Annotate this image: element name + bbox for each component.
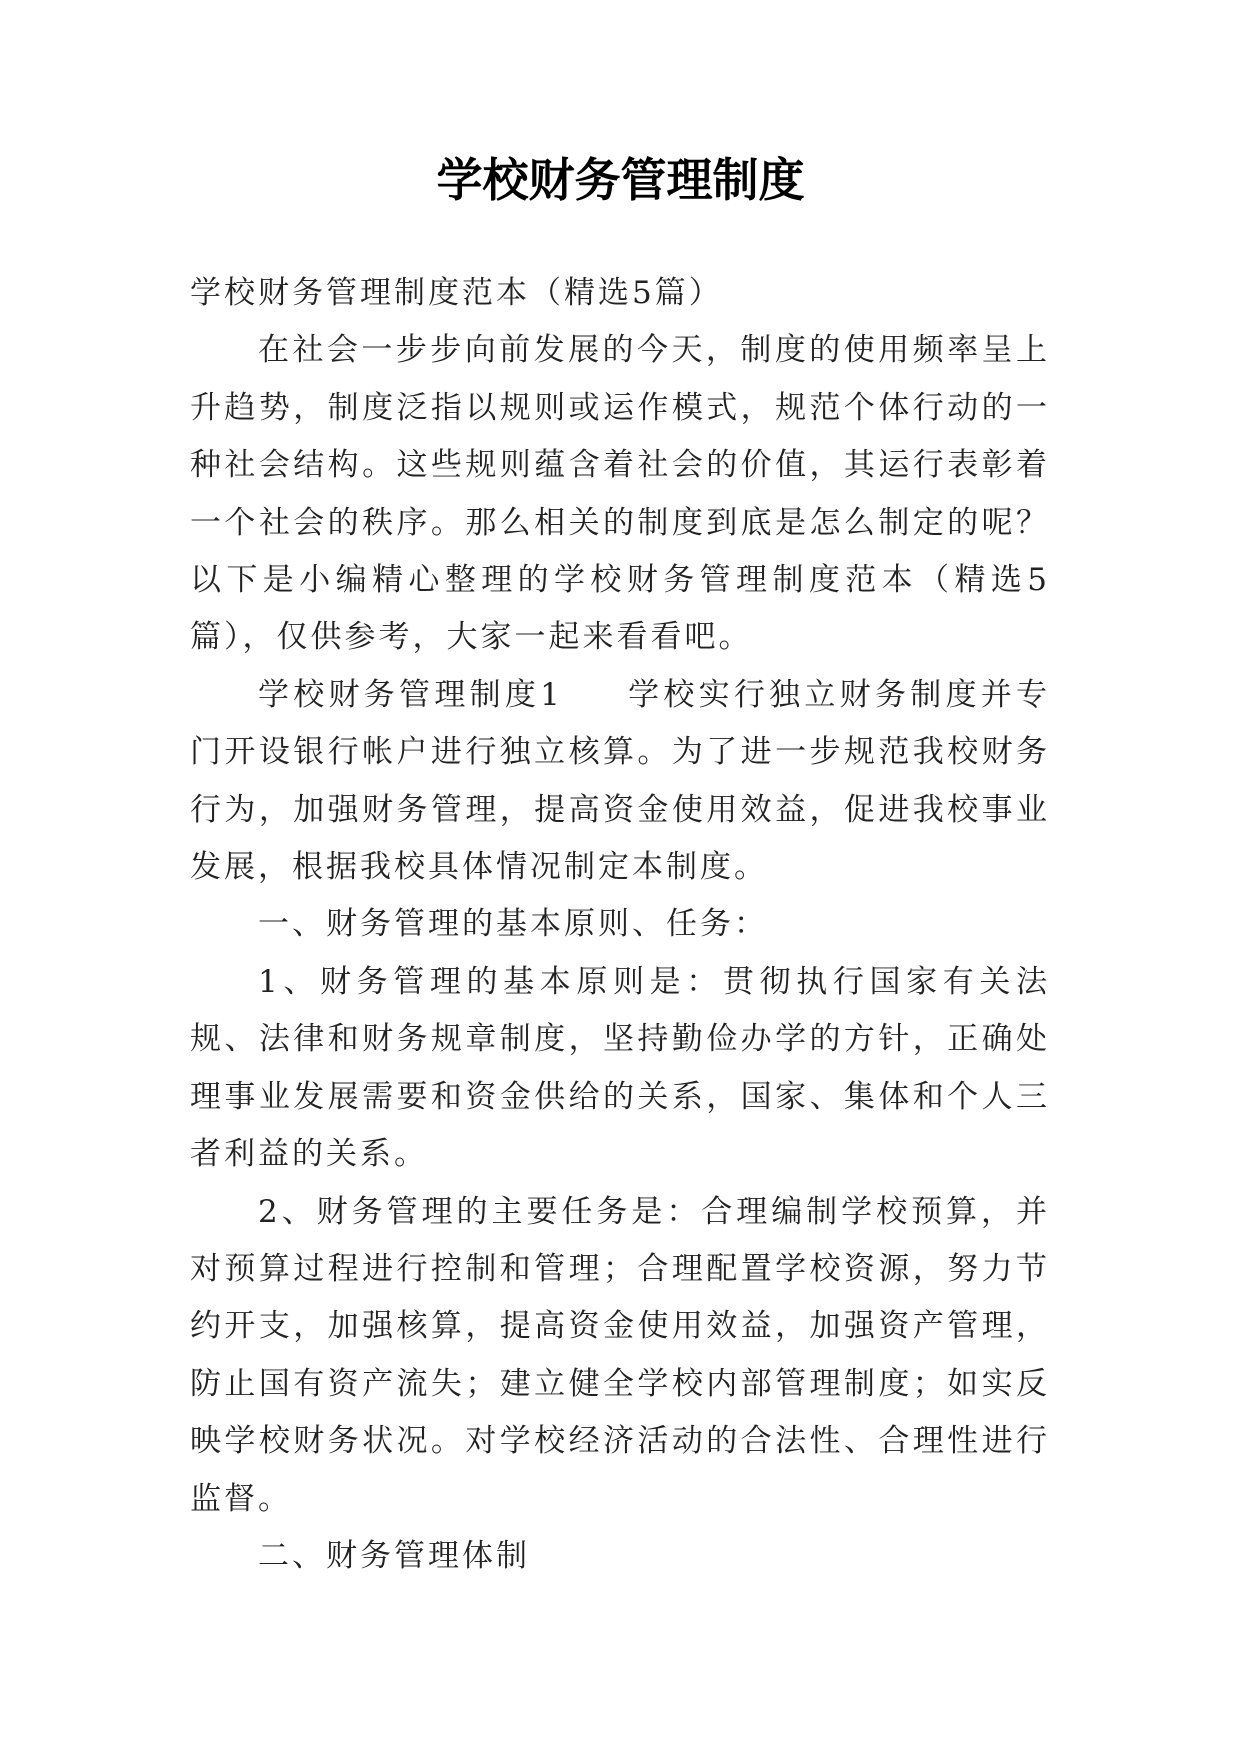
intro-paragraph: 在社会一步步向前发展的今天，制度的使用频率呈上升趋势，制度泛指以规则或运作模式，规范个体行动的一种社会结构。这些规则蕴含着社会的价值，其运行表彰着一个社会的秩序。那么相关的制度到底是怎么制定的呢？以下是小编精心整理的学校财务管理制度范本（精选5篇），仅供参考，大家一起来看看吧。 — [190, 332, 1050, 656]
section1-paragraph — [190, 667, 1050, 897]
part1-heading: 一、财务管理的基本原则、任务： — [258, 906, 768, 943]
section1-text: 学校实行独立财务制度并专门开设银行帐户进行独立核算。为了进一步规范我校财务行为，加强财务管理，提高资金使用效益，促进我校事业发展，根据我校具体情况制定本制度。 — [190, 676, 1051, 886]
document-body — [190, 265, 1050, 1585]
item2-paragraph: 2、财务管理的主要任务是：合理编制学校预算，并对预算过程进行控制和管理；合理配置学校资源，努力节约开支，加强核算，提高资金使用效益，加强资产管理，防止国有资产流失；建立健全学校内部管理制度；如实反映学校财务状况。对学校经济活动的合法性、合理性进行监督。 — [190, 1193, 1050, 1517]
document-subtitle: 学校财务管理制度范本（精选5篇） — [190, 275, 723, 311]
item1-paragraph: 1、财务管理的基本原则是：贯彻执行国家有关法规、法律和财务规章制度，坚持勤俭办学的方针，正确处理事业发展需要和资金供给的关系，国家、集体和个人三者利益的关系。 — [190, 963, 1050, 1173]
document-title: 学校财务管理制度 — [436, 153, 805, 207]
section1-heading: 学校财务管理制度1 — [258, 676, 563, 713]
part2-heading: 二、财务管理体制 — [258, 1537, 530, 1574]
